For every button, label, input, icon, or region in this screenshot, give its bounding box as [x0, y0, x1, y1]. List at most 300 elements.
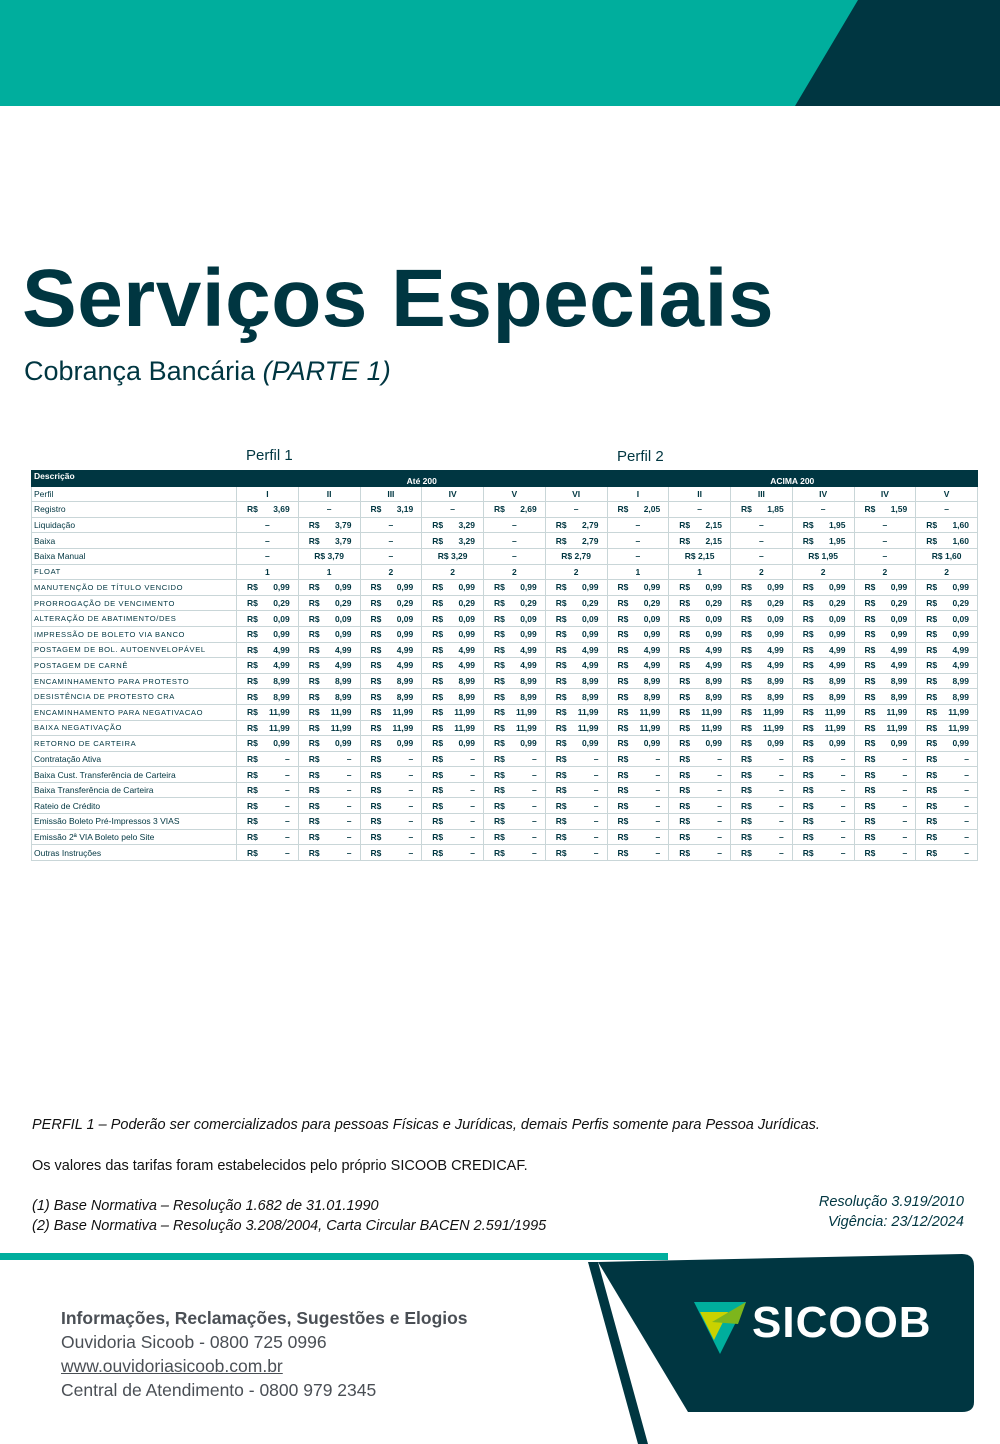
fee-cell: 1: [669, 564, 731, 580]
fee-cell: R$ 0,99: [484, 580, 546, 596]
fee-cell: R$ 11,99: [669, 720, 731, 736]
fee-cell: R$ 3,69: [237, 502, 299, 518]
fee-cell: –: [484, 533, 546, 549]
fee-cell: R$ –: [916, 829, 978, 845]
fee-cell: R$ 0,99: [607, 580, 669, 596]
fee-cell: 2: [484, 564, 546, 580]
fees-table: [31, 470, 978, 861]
fee-cell: R$ 0,99: [854, 626, 916, 642]
fee-cell: R$ 0,99: [360, 580, 422, 596]
fee-cell: R$ 11,99: [731, 704, 793, 720]
fee-cell: R$ 1,85: [731, 502, 793, 518]
subtitle-part: (PARTE 1): [262, 356, 391, 386]
fee-cell: V: [916, 486, 978, 502]
fee-cell: R$ –: [607, 814, 669, 830]
fee-cell: R$ –: [607, 767, 669, 783]
row-label: ENCAMINHAMENTO PARA PROTESTO: [32, 673, 237, 689]
fee-cell: 2: [731, 564, 793, 580]
row-label: Baixa Transferência de Carteira: [32, 782, 237, 798]
fee-cell: I: [237, 486, 299, 502]
table-row: [32, 673, 978, 689]
fee-cell: R$ –: [360, 845, 422, 861]
fee-cell: R$ 0,99: [669, 580, 731, 596]
fee-cell: R$ –: [792, 845, 854, 861]
fee-cell: V: [484, 486, 546, 502]
table-row: [32, 533, 978, 549]
fee-cell: R$ 4,99: [669, 642, 731, 658]
fee-cell: R$ 4,99: [607, 642, 669, 658]
row-label: Rateio de Crédito: [32, 798, 237, 814]
fee-cell: R$ 4,99: [298, 642, 360, 658]
fee-cell: R$ 11,99: [422, 704, 484, 720]
fee-cell: –: [298, 502, 360, 518]
fee-cell: –: [916, 502, 978, 518]
fee-cell: R$ –: [731, 751, 793, 767]
fee-cell: R$ –: [731, 767, 793, 783]
fee-cell: –: [422, 502, 484, 518]
fee-cell: R$ 11,99: [298, 720, 360, 736]
fee-cell: IV: [422, 486, 484, 502]
fee-cell: 2: [792, 564, 854, 580]
row-label: FLOAT: [32, 564, 237, 580]
fee-cell: R$ 0,99: [731, 736, 793, 752]
fee-cell: R$ 0,99: [916, 626, 978, 642]
fee-cell: R$ –: [237, 845, 299, 861]
fee-cell: R$ 8,99: [298, 673, 360, 689]
fee-cell: –: [731, 548, 793, 564]
fee-cell: R$ 4,99: [607, 658, 669, 674]
fee-cell: R$ –: [484, 845, 546, 861]
fee-cell: R$ –: [422, 814, 484, 830]
perfil-note: PERFIL 1 – Poderão ser comercializados para pessoas Físicas e Jurídicas, demais Perfis somente para Pessoa Jurídicas.: [32, 1117, 820, 1133]
fee-cell: R$ –: [298, 767, 360, 783]
fee-cell: R$ 3,79: [298, 517, 360, 533]
fee-cell: R$ –: [669, 829, 731, 845]
fee-cell: R$ 3,29: [422, 533, 484, 549]
fee-cell: R$ 2,79: [545, 548, 607, 564]
fee-cell: R$ –: [298, 782, 360, 798]
fee-cell: R$ 2,15: [669, 517, 731, 533]
top-banner-dark-corner: [0, 0, 1000, 106]
fee-cell: R$ 8,99: [422, 689, 484, 705]
table-row: [32, 548, 978, 564]
fee-cell: R$ 11,99: [669, 704, 731, 720]
fee-cell: –: [360, 548, 422, 564]
fee-cell: R$ 4,99: [237, 642, 299, 658]
fee-cell: R$ 8,99: [916, 673, 978, 689]
table-row: [32, 486, 978, 502]
row-label: Contratação Ativa: [32, 751, 237, 767]
fee-cell: R$ –: [854, 829, 916, 845]
fee-cell: R$ –: [360, 814, 422, 830]
fee-cell: R$ –: [916, 767, 978, 783]
fee-cell: R$ –: [731, 782, 793, 798]
fee-cell: R$ 4,99: [854, 658, 916, 674]
central-atendimento-phone: Central de Atendimento - 0800 979 2345: [61, 1380, 377, 1400]
row-label: Emissão 2ª VIA Boleto pelo Site: [32, 829, 237, 845]
fee-cell: R$ 4,99: [360, 658, 422, 674]
fee-cell: R$ 0,29: [298, 595, 360, 611]
table-row: [32, 767, 978, 783]
fee-cell: R$ 0,09: [607, 611, 669, 627]
fee-cell: R$ –: [731, 829, 793, 845]
fee-cell: R$ 3,79: [298, 533, 360, 549]
fee-cell: R$ 0,99: [854, 580, 916, 596]
fee-cell: R$ –: [669, 767, 731, 783]
fee-cell: IV: [854, 486, 916, 502]
fee-cell: R$ 0,99: [422, 580, 484, 596]
fee-cell: R$ 11,99: [792, 704, 854, 720]
fee-cell: R$ 0,99: [607, 626, 669, 642]
fee-cell: R$ 0,99: [484, 736, 546, 752]
fee-cell: R$ 11,99: [916, 704, 978, 720]
fee-cell: R$ –: [237, 767, 299, 783]
table-row: [32, 611, 978, 627]
tarifas-note: Os valores das tarifas foram estabelecidos pelo próprio SICOOB CREDICAF.: [32, 1158, 528, 1174]
row-label: Registro: [32, 502, 237, 518]
fee-cell: II: [298, 486, 360, 502]
row-label: PRORROGAÇÃO DE VENCIMENTO: [32, 595, 237, 611]
fee-cell: –: [360, 533, 422, 549]
fee-cell: R$ 0,29: [669, 595, 731, 611]
fee-cell: R$ –: [854, 845, 916, 861]
fee-cell: R$ 0,09: [731, 611, 793, 627]
fee-cell: 1: [298, 564, 360, 580]
base-normativa-1: (1) Base Normativa – Resolução 1.682 de 31.01.1990: [32, 1198, 379, 1214]
row-label: Emissão Boleto Pré-Impressos 3 VIAS: [32, 814, 237, 830]
fee-cell: R$ 0,09: [422, 611, 484, 627]
fee-cell: R$ 4,99: [545, 658, 607, 674]
fee-cell: R$ 3,29: [422, 548, 484, 564]
fee-cell: 2: [916, 564, 978, 580]
fee-cell: R$ 1,59: [854, 502, 916, 518]
fee-cell: R$ 4,99: [237, 658, 299, 674]
fee-cell: R$ 1,95: [792, 533, 854, 549]
fee-cell: R$ 0,99: [237, 580, 299, 596]
fee-cell: R$ 0,99: [484, 626, 546, 642]
fee-cell: R$ 1,95: [792, 517, 854, 533]
fee-cell: R$ –: [298, 829, 360, 845]
fee-cell: R$ –: [792, 751, 854, 767]
fee-cell: –: [669, 502, 731, 518]
fee-cell: R$ 4,99: [792, 658, 854, 674]
fee-cell: R$ 11,99: [484, 704, 546, 720]
fee-cell: R$ 11,99: [298, 704, 360, 720]
row-label: BAIXA NEGATIVAÇÃO: [32, 720, 237, 736]
fee-cell: R$ –: [669, 814, 731, 830]
fee-cell: R$ –: [854, 814, 916, 830]
footer-divider: [0, 1253, 668, 1260]
fee-cell: R$ 4,99: [422, 642, 484, 658]
fee-cell: R$ 4,99: [545, 642, 607, 658]
fee-cell: R$ 11,99: [484, 720, 546, 736]
table-row: [32, 751, 978, 767]
subtitle-main: Cobrança Bancária: [24, 356, 256, 386]
fee-cell: R$ –: [484, 798, 546, 814]
table-row: [32, 814, 978, 830]
fee-cell: R$ 0,99: [422, 626, 484, 642]
fee-cell: R$ 0,99: [298, 626, 360, 642]
fee-cell: R$ –: [298, 845, 360, 861]
fee-cell: 2: [854, 564, 916, 580]
fee-cell: R$ 3,79: [298, 548, 360, 564]
fee-cell: I: [607, 486, 669, 502]
fee-cell: R$ –: [360, 767, 422, 783]
fee-cell: R$ –: [792, 829, 854, 845]
group-acima-200-header: ACIMA 200: [607, 471, 978, 487]
fee-cell: R$ 2,79: [545, 517, 607, 533]
fee-cell: R$ 0,99: [792, 736, 854, 752]
fee-cell: 1: [237, 564, 299, 580]
fee-cell: R$ 11,99: [607, 720, 669, 736]
fee-cell: R$ 11,99: [916, 720, 978, 736]
fee-cell: R$ 11,99: [422, 720, 484, 736]
fee-cell: R$ –: [669, 845, 731, 861]
fee-cell: R$ 0,29: [731, 595, 793, 611]
fee-cell: R$ –: [854, 751, 916, 767]
fee-cell: R$ 0,09: [669, 611, 731, 627]
fee-cell: R$ 8,99: [360, 673, 422, 689]
fee-cell: –: [484, 548, 546, 564]
fee-cell: –: [854, 517, 916, 533]
page-subtitle: [24, 356, 391, 387]
fee-cell: R$ 0,09: [916, 611, 978, 627]
fee-cell: R$ –: [916, 845, 978, 861]
fee-cell: R$ 11,99: [360, 704, 422, 720]
fee-cell: R$ –: [916, 814, 978, 830]
table-row: [32, 829, 978, 845]
fee-cell: R$ 0,99: [792, 626, 854, 642]
fee-cell: VI: [545, 486, 607, 502]
table-row: [32, 782, 978, 798]
row-label: Baixa: [32, 533, 237, 549]
row-label: Perfil: [32, 486, 237, 502]
fee-cell: –: [607, 548, 669, 564]
description-header: Descrição: [32, 471, 237, 487]
row-label: POSTAGEM DE BOL. AUTOENVELOPÁVEL: [32, 642, 237, 658]
fee-cell: R$ 11,99: [545, 720, 607, 736]
fee-cell: R$ 8,99: [916, 689, 978, 705]
fee-cell: R$ –: [792, 782, 854, 798]
row-label: Baixa Manual: [32, 548, 237, 564]
fee-cell: R$ 0,99: [360, 626, 422, 642]
fee-cell: R$ 0,29: [422, 595, 484, 611]
fee-cell: –: [854, 533, 916, 549]
fee-cell: R$ 0,09: [237, 611, 299, 627]
fee-cell: R$ –: [854, 782, 916, 798]
fee-cell: R$ –: [237, 751, 299, 767]
fee-cell: R$ 11,99: [792, 720, 854, 736]
fee-cell: R$ 8,99: [484, 673, 546, 689]
fee-cell: R$ 0,99: [360, 736, 422, 752]
fee-cell: R$ 0,99: [854, 736, 916, 752]
fee-cell: R$ –: [237, 782, 299, 798]
fee-cell: R$ 11,99: [854, 704, 916, 720]
fee-cell: R$ –: [731, 845, 793, 861]
fee-cell: R$ 8,99: [545, 673, 607, 689]
fee-cell: R$ –: [422, 751, 484, 767]
row-label: RETORNO DE CARTEIRA: [32, 736, 237, 752]
fee-cell: R$ 3,29: [422, 517, 484, 533]
fee-cell: R$ 0,99: [731, 580, 793, 596]
perfil-2-label: Perfil 2: [617, 448, 664, 465]
fee-cell: R$ –: [360, 829, 422, 845]
row-label: Baixa Cust. Transferência de Carteira: [32, 767, 237, 783]
fee-cell: R$ 8,99: [854, 689, 916, 705]
fee-cell: R$ –: [484, 767, 546, 783]
fee-cell: R$ 11,99: [545, 704, 607, 720]
fee-cell: –: [237, 517, 299, 533]
fee-cell: R$ 0,09: [792, 611, 854, 627]
perfil-1-label: Perfil 1: [246, 447, 293, 464]
fee-cell: R$ –: [360, 751, 422, 767]
fee-cell: 2: [360, 564, 422, 580]
fee-cell: R$ –: [545, 782, 607, 798]
fee-cell: R$ 0,09: [545, 611, 607, 627]
table-row: [32, 720, 978, 736]
fee-cell: R$ 2,69: [484, 502, 546, 518]
row-label: IMPRESSÃO DE BOLETO VIA BANCO: [32, 626, 237, 642]
fee-cell: R$ 8,99: [854, 673, 916, 689]
fee-cell: –: [792, 502, 854, 518]
fee-cell: R$ –: [360, 798, 422, 814]
group-ate-200-header: Até 200: [237, 471, 608, 487]
fee-cell: R$ –: [731, 798, 793, 814]
fee-cell: R$ 1,60: [916, 517, 978, 533]
fee-cell: R$ 4,99: [422, 658, 484, 674]
fee-cell: R$ 0,99: [545, 736, 607, 752]
fee-cell: R$ –: [916, 751, 978, 767]
fee-cell: R$ –: [916, 782, 978, 798]
footer-heading: Informações, Reclamações, Sugestões e Elogios: [61, 1308, 468, 1328]
fee-cell: R$ 4,99: [916, 658, 978, 674]
fee-cell: IV: [792, 486, 854, 502]
fee-cell: R$ 0,99: [792, 580, 854, 596]
fee-cell: R$ 0,29: [484, 595, 546, 611]
fee-cell: –: [731, 517, 793, 533]
fee-cell: R$ 0,99: [607, 736, 669, 752]
fee-cell: R$ –: [422, 782, 484, 798]
base-normativa-2: (2) Base Normativa – Resolução 3.208/2004, Carta Circular BACEN 2.591/1995: [32, 1218, 547, 1234]
fee-cell: R$ 0,99: [237, 736, 299, 752]
fee-cell: R$ –: [360, 782, 422, 798]
fee-cell: –: [731, 533, 793, 549]
fee-cell: R$ 8,99: [669, 689, 731, 705]
fee-cell: R$ 11,99: [607, 704, 669, 720]
fee-cell: R$ –: [669, 798, 731, 814]
ouvidoria-phone: Ouvidoria Sicoob - 0800 725 0996: [61, 1332, 327, 1352]
table-row: [32, 580, 978, 596]
fee-cell: R$ –: [607, 782, 669, 798]
fee-cell: R$ 0,29: [916, 595, 978, 611]
fee-cell: R$ 0,29: [792, 595, 854, 611]
fee-cell: R$ 0,99: [545, 626, 607, 642]
fee-cell: R$ 0,29: [237, 595, 299, 611]
fee-cell: –: [237, 533, 299, 549]
fee-cell: R$ –: [545, 829, 607, 845]
fee-cell: R$ 2,15: [669, 548, 731, 564]
fee-cell: R$ 4,99: [484, 658, 546, 674]
fee-cell: R$ –: [422, 767, 484, 783]
fee-cell: –: [607, 517, 669, 533]
fee-cell: R$ 0,99: [669, 626, 731, 642]
fee-cell: R$ –: [298, 798, 360, 814]
fee-cell: R$ 0,99: [669, 736, 731, 752]
fee-cell: R$ –: [484, 751, 546, 767]
fee-cell: R$ –: [545, 845, 607, 861]
fee-cell: R$ 8,99: [298, 689, 360, 705]
fee-cell: III: [731, 486, 793, 502]
sicoob-logo: SICOOB: [752, 1298, 932, 1347]
fee-cell: R$ 1,60: [916, 533, 978, 549]
fee-cell: R$ –: [916, 798, 978, 814]
fee-cell: R$ –: [607, 798, 669, 814]
table-row: [32, 517, 978, 533]
table-row: [32, 845, 978, 861]
fee-cell: R$ –: [298, 814, 360, 830]
fee-cell: R$ 11,99: [237, 704, 299, 720]
page-title: Serviços Especiais: [22, 253, 775, 344]
fee-cell: II: [669, 486, 731, 502]
fee-cell: R$ 0,29: [854, 595, 916, 611]
fee-cell: R$ 8,99: [731, 673, 793, 689]
fee-cell: R$ 11,99: [731, 720, 793, 736]
fee-cell: R$ –: [607, 845, 669, 861]
fee-cell: 1: [607, 564, 669, 580]
fee-cell: R$ 0,99: [916, 736, 978, 752]
row-label: MANUTENÇÃO DE TÍTULO VENCIDO: [32, 580, 237, 596]
table-row: [32, 736, 978, 752]
fee-cell: –: [607, 533, 669, 549]
fee-cell: R$ –: [607, 829, 669, 845]
row-label: POSTAGEM DE CARNÊ: [32, 658, 237, 674]
fee-cell: R$ 3,19: [360, 502, 422, 518]
fee-cell: R$ 4,99: [298, 658, 360, 674]
fee-cell: R$ –: [422, 829, 484, 845]
fee-cell: R$ 0,29: [545, 595, 607, 611]
fee-cell: R$ –: [669, 782, 731, 798]
row-label: Liquidação: [32, 517, 237, 533]
fee-cell: R$ 4,99: [360, 642, 422, 658]
fee-cell: R$ –: [854, 767, 916, 783]
fee-cell: R$ 0,29: [360, 595, 422, 611]
fee-cell: R$ 8,99: [607, 673, 669, 689]
fee-cell: R$ 0,99: [422, 736, 484, 752]
vigencia-note: Vigência: 23/12/2024: [828, 1214, 964, 1230]
fee-cell: R$ 4,99: [669, 658, 731, 674]
fee-cell: R$ 1,95: [792, 548, 854, 564]
fee-cell: R$ 4,99: [484, 642, 546, 658]
fee-cell: R$ 0,99: [916, 580, 978, 596]
table-row: [32, 564, 978, 580]
fee-cell: R$ –: [545, 767, 607, 783]
fee-cell: –: [237, 548, 299, 564]
fee-cell: –: [360, 517, 422, 533]
table-row: [32, 658, 978, 674]
ouvidoria-site-link[interactable]: www.ouvidoriasicoob.com.br: [61, 1356, 283, 1376]
fee-cell: R$ –: [422, 798, 484, 814]
fee-cell: R$ –: [237, 829, 299, 845]
fee-cell: R$ 0,09: [360, 611, 422, 627]
fee-cell: R$ –: [792, 767, 854, 783]
fee-cell: R$ 4,99: [731, 642, 793, 658]
fee-cell: –: [854, 548, 916, 564]
fee-cell: R$ –: [545, 814, 607, 830]
fee-cell: R$ 0,29: [607, 595, 669, 611]
table-header-row: [32, 471, 978, 487]
table-row: [32, 626, 978, 642]
fee-cell: R$ 4,99: [731, 658, 793, 674]
